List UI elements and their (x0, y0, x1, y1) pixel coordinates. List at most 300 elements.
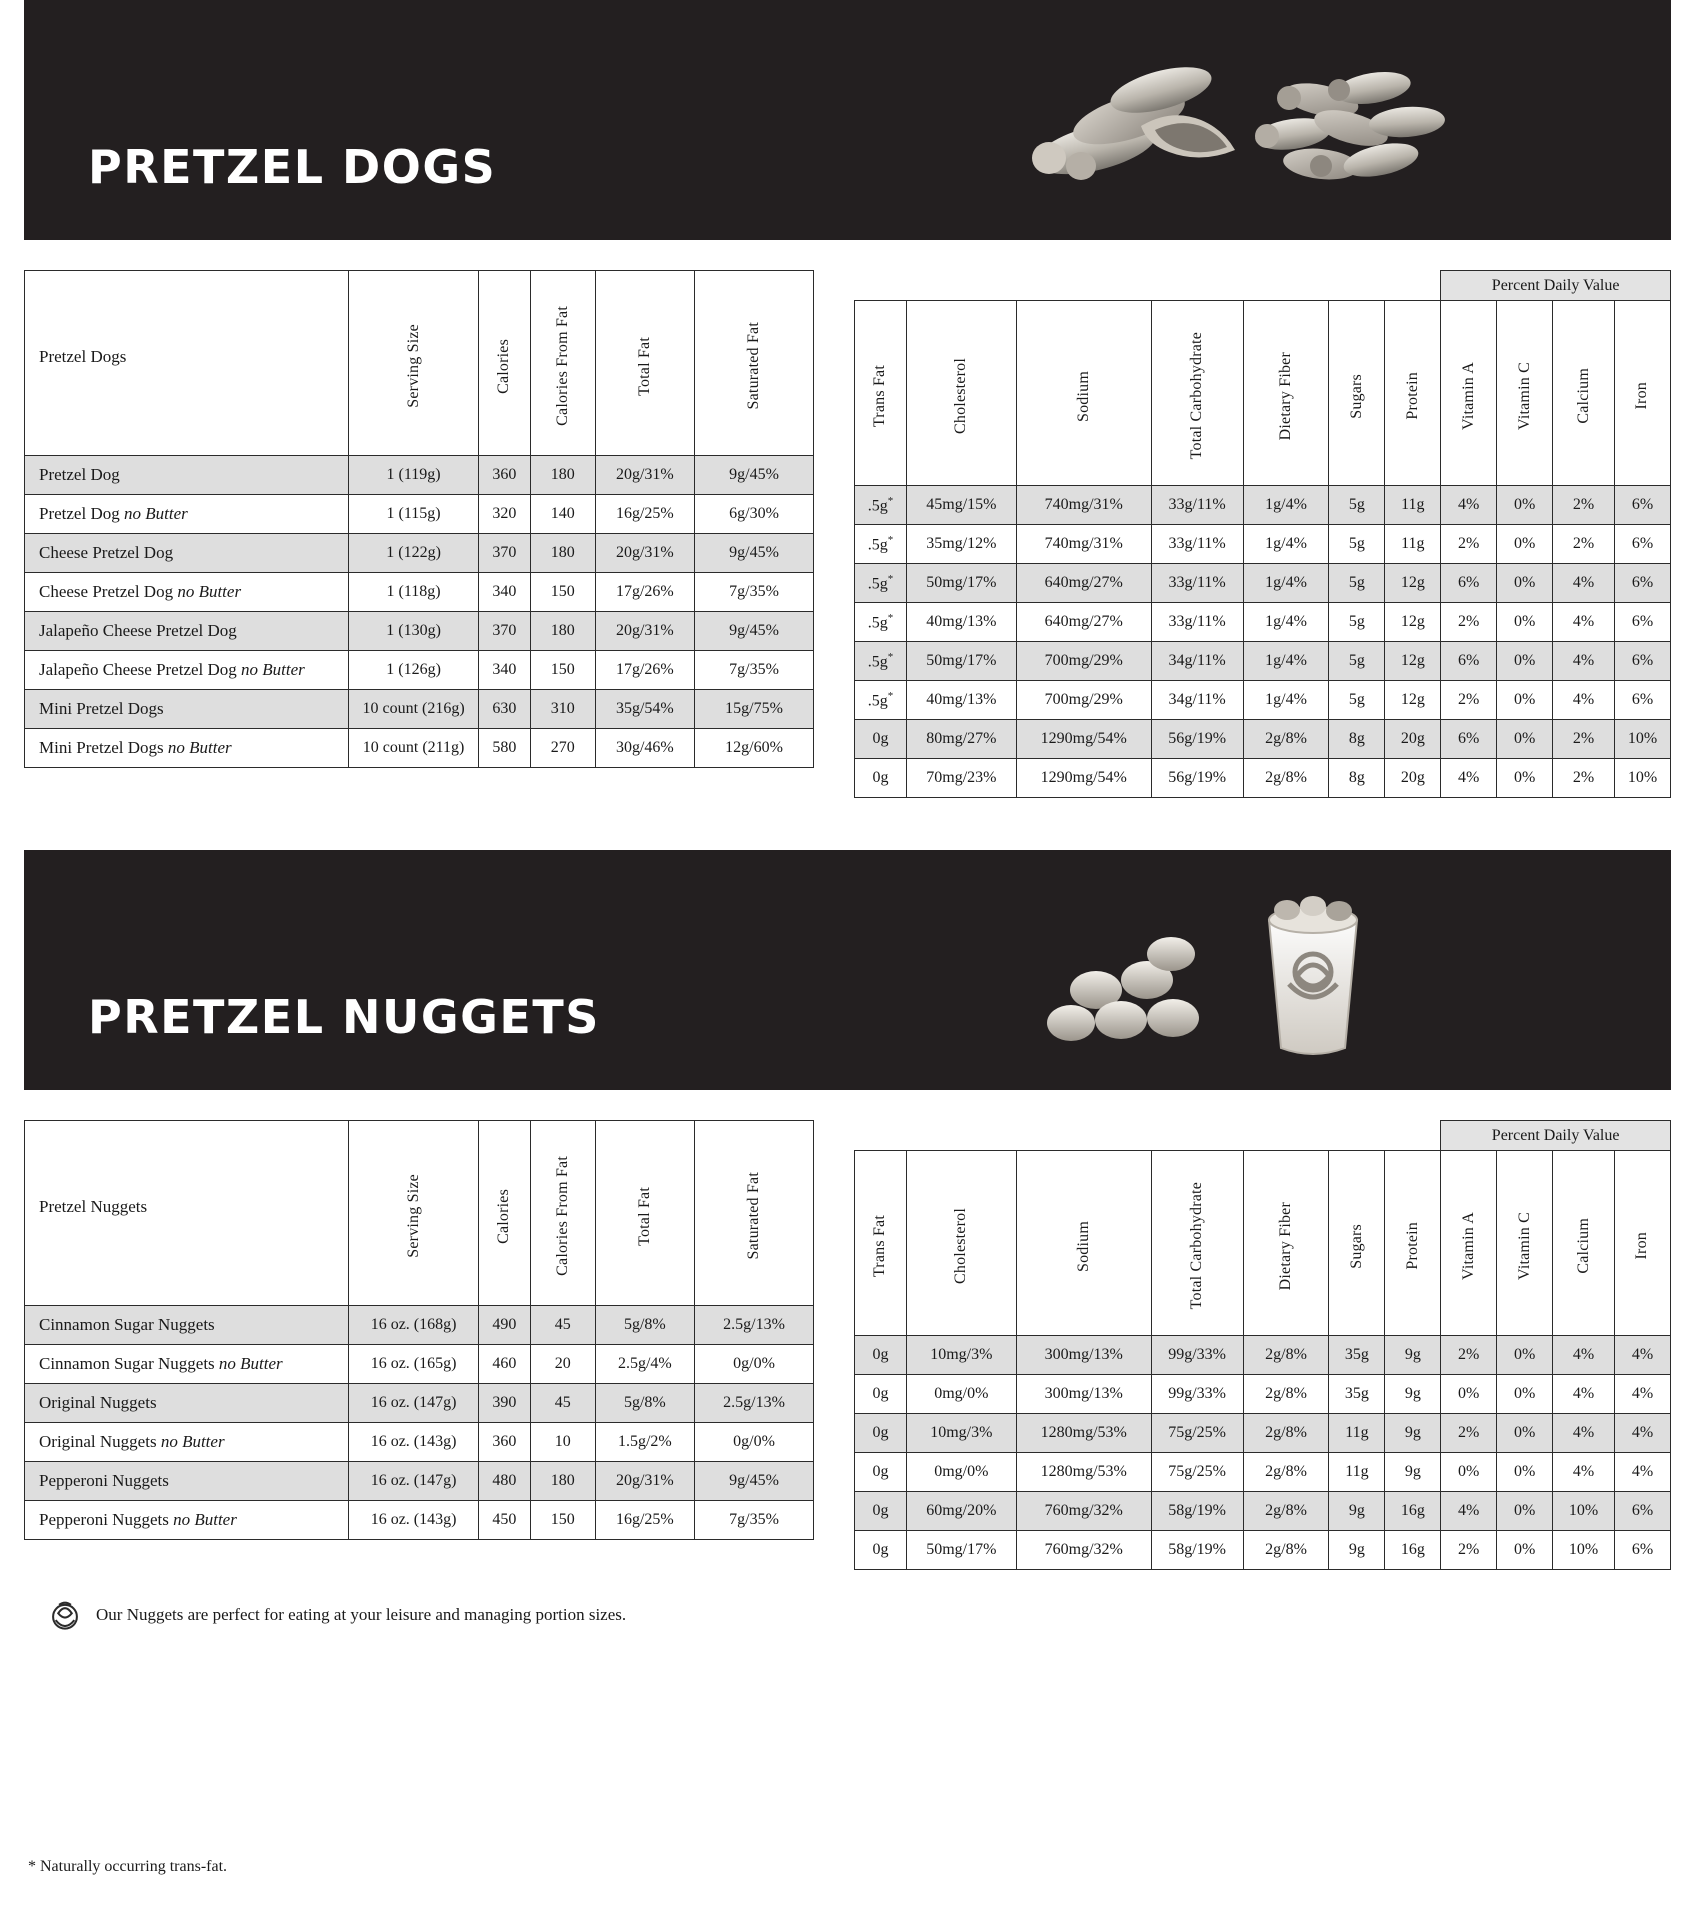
cell-calories-from-fat: 20 (530, 1345, 595, 1384)
cell-total-carbohydrate: 99g/33% (1151, 1336, 1243, 1375)
cell-dietary-fiber: 2g/8% (1243, 1375, 1329, 1414)
cell-vitamin-a: 2% (1441, 603, 1497, 642)
col-header-protein: Protein (1385, 1151, 1441, 1336)
cell-sugars: 5g (1329, 603, 1385, 642)
cell-total-carbohydrate: 34g/11% (1151, 642, 1243, 681)
cell-sugars: 5g (1329, 486, 1385, 525)
cell-sodium: 700mg/29% (1016, 681, 1151, 720)
cell-total-fat: 16g/25% (595, 1501, 694, 1540)
cell-calories-from-fat: 150 (530, 1501, 595, 1540)
cell-sodium: 760mg/32% (1016, 1492, 1151, 1531)
row-item-variant: no Butter (236, 660, 305, 679)
table-row (855, 1414, 1671, 1453)
cell-calories: 490 (478, 1306, 530, 1345)
cell-vitamin-c: 0% (1497, 486, 1553, 525)
cell-protein: 20g (1385, 759, 1441, 798)
cell-calories: 370 (478, 612, 530, 651)
cell-cholesterol: 50mg/17% (906, 642, 1016, 681)
cell-saturated-fat: 9g/45% (695, 456, 814, 495)
cell-calcium: 2% (1553, 525, 1615, 564)
col-header-vitamin-c: Vitamin C (1497, 1151, 1553, 1336)
cell-vitamin-c: 0% (1497, 525, 1553, 564)
cell-total-fat: 35g/54% (595, 690, 694, 729)
cell-calories: 630 (478, 690, 530, 729)
table-row (25, 651, 814, 690)
cell-dietary-fiber: 2g/8% (1243, 1492, 1329, 1531)
tables-row-pretzel-nuggets (0, 1120, 1695, 1570)
cell-total-carbohydrate: 75g/25% (1151, 1453, 1243, 1492)
cell-total-carbohydrate: 33g/11% (1151, 603, 1243, 642)
cell-sodium: 740mg/31% (1016, 486, 1151, 525)
cell-total-fat: 17g/26% (595, 573, 694, 612)
trans-fat-asterisk: * (887, 533, 894, 546)
nutrition-table-dogs-left (24, 270, 814, 768)
table-row (855, 1492, 1671, 1531)
trans-fat-asterisk: * (887, 650, 894, 663)
cell-calcium: 10% (1553, 1492, 1615, 1531)
cell-trans-fat: 0g (855, 1453, 907, 1492)
nutrition-table-dogs-right (854, 270, 1671, 798)
cell-dietary-fiber: 2g/8% (1243, 1531, 1329, 1570)
cell-cholesterol: 40mg/13% (906, 603, 1016, 642)
col-header-item-nuggets: Pretzel Nuggets (25, 1121, 349, 1306)
col-header-saturated-fat: Saturated Fat (695, 271, 814, 456)
cell-calories-from-fat: 310 (530, 690, 595, 729)
cell-protein: 9g (1385, 1375, 1441, 1414)
cell-iron: 6% (1614, 1492, 1670, 1531)
cell-total-fat: 17g/26% (595, 651, 694, 690)
table-row (25, 573, 814, 612)
cell-sugars: 5g (1329, 564, 1385, 603)
cell-trans-fat: .5g* (855, 603, 907, 642)
cell-total-carbohydrate: 33g/11% (1151, 486, 1243, 525)
cell-dietary-fiber: 2g/8% (1243, 1414, 1329, 1453)
cell-protein: 16g (1385, 1492, 1441, 1531)
cell-serving-size: 1 (122g) (349, 534, 479, 573)
cell-calories-from-fat: 45 (530, 1384, 595, 1423)
cell-trans-fat: .5g* (855, 486, 907, 525)
cell-dietary-fiber: 2g/8% (1243, 1453, 1329, 1492)
cell-iron: 6% (1614, 603, 1670, 642)
cell-saturated-fat: 7g/35% (695, 651, 814, 690)
table-row (855, 1531, 1671, 1570)
cell-iron: 6% (1614, 486, 1670, 525)
cell-serving-size: 10 count (216g) (349, 690, 479, 729)
cell-total-fat: 20g/31% (595, 456, 694, 495)
cell-vitamin-c: 0% (1497, 681, 1553, 720)
cell-iron: 6% (1614, 525, 1670, 564)
trans-fat-asterisk: * (887, 572, 894, 585)
cell-sodium: 700mg/29% (1016, 642, 1151, 681)
cell-cholesterol: 50mg/17% (906, 564, 1016, 603)
table-row (25, 534, 814, 573)
cell-sodium: 640mg/27% (1016, 564, 1151, 603)
cell-calories: 450 (478, 1501, 530, 1540)
col-header-calcium: Calcium (1553, 1151, 1615, 1336)
cell-dietary-fiber: 2g/8% (1243, 1336, 1329, 1375)
cell-cholesterol: 50mg/17% (906, 1531, 1016, 1570)
nutrition-table-nuggets-left (24, 1120, 814, 1540)
cell-total-carbohydrate: 58g/19% (1151, 1531, 1243, 1570)
cell-vitamin-a: 0% (1441, 1375, 1497, 1414)
cell-calories: 320 (478, 495, 530, 534)
cell-trans-fat: 0g (855, 720, 907, 759)
table-body-nuggets-right (855, 1336, 1671, 1570)
trans-fat-asterisk: * (887, 494, 894, 507)
cell-serving-size: 16 oz. (165g) (349, 1345, 479, 1384)
col-header-calcium: Calcium (1553, 301, 1615, 486)
cell-calcium: 10% (1553, 1531, 1615, 1570)
cell-iron: 10% (1614, 759, 1670, 798)
col-header-serving-size: Serving Size (349, 1121, 479, 1306)
cell-protein: 12g (1385, 564, 1441, 603)
row-item-name: Jalapeño Cheese Pretzel Dog (25, 612, 349, 651)
col-header-dietary-fiber: Dietary Fiber (1243, 301, 1329, 486)
pretzel-nuggets-photo (1021, 880, 1521, 1060)
cell-sugars: 35g (1329, 1336, 1385, 1375)
col-header-item-dogs: Pretzel Dogs (25, 271, 349, 456)
cell-vitamin-a: 2% (1441, 1414, 1497, 1453)
table-row (855, 1375, 1671, 1414)
percent-daily-value-header-nuggets: Percent Daily Value (1441, 1121, 1671, 1151)
cell-sugars: 8g (1329, 759, 1385, 798)
cell-calories-from-fat: 180 (530, 612, 595, 651)
cell-cholesterol: 60mg/20% (906, 1492, 1016, 1531)
cell-sugars: 9g (1329, 1492, 1385, 1531)
cell-calcium: 4% (1553, 642, 1615, 681)
cell-serving-size: 1 (115g) (349, 495, 479, 534)
cell-cholesterol: 10mg/3% (906, 1414, 1016, 1453)
cell-total-fat: 2.5g/4% (595, 1345, 694, 1384)
cell-calories-from-fat: 150 (530, 651, 595, 690)
row-item-name: Pretzel Dog (25, 456, 349, 495)
cell-saturated-fat: 12g/60% (695, 729, 814, 768)
cell-sodium: 1280mg/53% (1016, 1414, 1151, 1453)
row-item-name: Original Nuggets (25, 1384, 349, 1423)
cell-calcium: 4% (1553, 1414, 1615, 1453)
page-title-pretzel-dogs: PRETZEL DOGS (88, 140, 497, 194)
cell-serving-size: 16 oz. (143g) (349, 1501, 479, 1540)
cell-vitamin-c: 0% (1497, 1453, 1553, 1492)
cell-vitamin-c: 0% (1497, 564, 1553, 603)
cell-vitamin-a: 4% (1441, 759, 1497, 798)
col-header-vitamin-c: Vitamin C (1497, 301, 1553, 486)
table-body-dogs-right (855, 486, 1671, 798)
cell-vitamin-a: 6% (1441, 642, 1497, 681)
cell-calories-from-fat: 180 (530, 534, 595, 573)
section-banner-pretzel-nuggets (24, 850, 1671, 1090)
table-row (25, 729, 814, 768)
row-item-name: Jalapeño Cheese Pretzel Dog no Butter (25, 651, 349, 690)
row-item-name: Pepperoni Nuggets (25, 1462, 349, 1501)
cell-dietary-fiber: 1g/4% (1243, 603, 1329, 642)
cell-saturated-fat: 7g/35% (695, 1501, 814, 1540)
cell-vitamin-a: 2% (1441, 1531, 1497, 1570)
cell-calories-from-fat: 140 (530, 495, 595, 534)
cell-calories: 460 (478, 1345, 530, 1384)
table-row (25, 495, 814, 534)
cell-calories-from-fat: 45 (530, 1306, 595, 1345)
cell-vitamin-c: 0% (1497, 759, 1553, 798)
row-item-variant: no Butter (119, 504, 188, 523)
cell-saturated-fat: 0g/0% (695, 1423, 814, 1462)
cell-vitamin-a: 4% (1441, 1492, 1497, 1531)
cell-cholesterol: 80mg/27% (906, 720, 1016, 759)
cell-protein: 20g (1385, 720, 1441, 759)
cell-calories-from-fat: 180 (530, 1462, 595, 1501)
cell-vitamin-a: 2% (1441, 525, 1497, 564)
cell-calcium: 4% (1553, 681, 1615, 720)
cell-trans-fat: 0g (855, 1336, 907, 1375)
table-row (855, 681, 1671, 720)
tables-row-pretzel-dogs (0, 270, 1695, 798)
section-banner-pretzel-dogs (24, 0, 1671, 240)
cell-sugars: 9g (1329, 1531, 1385, 1570)
cell-calcium: 4% (1553, 1453, 1615, 1492)
cell-saturated-fat: 7g/35% (695, 573, 814, 612)
cell-trans-fat: 0g (855, 1414, 907, 1453)
cell-calories: 580 (478, 729, 530, 768)
col-header-total-fat: Total Fat (595, 1121, 694, 1306)
percent-daily-value-header-dogs: Percent Daily Value (1441, 271, 1671, 301)
cell-iron: 10% (1614, 720, 1670, 759)
cell-sodium: 740mg/31% (1016, 525, 1151, 564)
table-row (855, 759, 1671, 798)
col-header-calories: Calories (478, 271, 530, 456)
cell-calcium: 2% (1553, 759, 1615, 798)
right-table-wrap-nuggets (854, 1120, 1671, 1570)
col-header-trans-fat: Trans Fat (855, 301, 907, 486)
row-item-name: Cinnamon Sugar Nuggets (25, 1306, 349, 1345)
cell-sugars: 35g (1329, 1375, 1385, 1414)
col-header-saturated-fat: Saturated Fat (695, 1121, 814, 1306)
cell-vitamin-c: 0% (1497, 1375, 1553, 1414)
cell-iron: 4% (1614, 1336, 1670, 1375)
cell-serving-size: 1 (118g) (349, 573, 479, 612)
table-row (855, 720, 1671, 759)
cell-trans-fat: 0g (855, 1531, 907, 1570)
col-header-iron: Iron (1614, 1151, 1670, 1336)
cell-serving-size: 16 oz. (147g) (349, 1462, 479, 1501)
trans-fat-asterisk: * (887, 689, 894, 702)
cell-protein: 9g (1385, 1414, 1441, 1453)
cell-calories-from-fat: 180 (530, 456, 595, 495)
cell-dietary-fiber: 2g/8% (1243, 759, 1329, 798)
cell-dietary-fiber: 1g/4% (1243, 525, 1329, 564)
cell-calcium: 4% (1553, 1336, 1615, 1375)
cell-sodium: 1290mg/54% (1016, 720, 1151, 759)
row-item-name: Pepperoni Nuggets no Butter (25, 1501, 349, 1540)
col-header-sugars: Sugars (1329, 301, 1385, 486)
cell-iron: 6% (1614, 642, 1670, 681)
left-table-wrap-dogs (24, 270, 814, 798)
cell-serving-size: 10 count (211g) (349, 729, 479, 768)
cell-trans-fat: 0g (855, 759, 907, 798)
cell-sodium: 300mg/13% (1016, 1336, 1151, 1375)
cell-total-fat: 5g/8% (595, 1306, 694, 1345)
cell-dietary-fiber: 1g/4% (1243, 564, 1329, 603)
cell-total-carbohydrate: 75g/25% (1151, 1414, 1243, 1453)
cell-vitamin-c: 0% (1497, 1531, 1553, 1570)
cell-iron: 4% (1614, 1453, 1670, 1492)
cell-dietary-fiber: 1g/4% (1243, 486, 1329, 525)
cell-saturated-fat: 15g/75% (695, 690, 814, 729)
cell-total-fat: 20g/31% (595, 1462, 694, 1501)
cell-total-fat: 1.5g/2% (595, 1423, 694, 1462)
table-row (25, 1306, 814, 1345)
cell-vitamin-c: 0% (1497, 603, 1553, 642)
row-item-name: Mini Pretzel Dogs no Butter (25, 729, 349, 768)
cell-sodium: 1280mg/53% (1016, 1453, 1151, 1492)
col-header-total-carbohydrate: Total Carbohydrate (1151, 1151, 1243, 1336)
cell-sodium: 760mg/32% (1016, 1531, 1151, 1570)
cell-total-carbohydrate: 56g/19% (1151, 759, 1243, 798)
table-row (25, 612, 814, 651)
cell-total-carbohydrate: 56g/19% (1151, 720, 1243, 759)
footnote-trans-fat: * Naturally occurring trans-fat. (28, 1858, 228, 1875)
col-header-calories-from-fat: Calories From Fat (530, 1121, 595, 1306)
cell-vitamin-a: 6% (1441, 564, 1497, 603)
cell-calcium: 4% (1553, 603, 1615, 642)
row-item-variant: no Butter (156, 1432, 225, 1451)
cell-vitamin-a: 2% (1441, 1336, 1497, 1375)
cell-trans-fat: .5g* (855, 564, 907, 603)
nuggets-note-text: Our Nuggets are perfect for eating at your leisure and managing portion sizes. (96, 1605, 627, 1624)
cell-sugars: 5g (1329, 525, 1385, 564)
cell-vitamin-a: 6% (1441, 720, 1497, 759)
cell-calories: 480 (478, 1462, 530, 1501)
cell-cholesterol: 40mg/13% (906, 681, 1016, 720)
cell-calories: 340 (478, 651, 530, 690)
cell-calcium: 2% (1553, 486, 1615, 525)
col-header-cholesterol: Cholesterol (906, 301, 1016, 486)
table-row (855, 564, 1671, 603)
cell-total-carbohydrate: 58g/19% (1151, 1492, 1243, 1531)
row-item-name: Cheese Pretzel Dog (25, 534, 349, 573)
cell-trans-fat: 0g (855, 1492, 907, 1531)
page-title-pretzel-nuggets: PRETZEL NUGGETS (88, 990, 600, 1044)
cell-sodium: 640mg/27% (1016, 603, 1151, 642)
cell-vitamin-c: 0% (1497, 1414, 1553, 1453)
cell-protein: 12g (1385, 642, 1441, 681)
cell-trans-fat: .5g* (855, 642, 907, 681)
col-header-cholesterol: Cholesterol (906, 1151, 1016, 1336)
cell-saturated-fat: 0g/0% (695, 1345, 814, 1384)
col-header-serving-size: Serving Size (349, 271, 479, 456)
cell-calories-from-fat: 10 (530, 1423, 595, 1462)
cell-calcium: 2% (1553, 720, 1615, 759)
cell-iron: 6% (1614, 681, 1670, 720)
cell-serving-size: 1 (126g) (349, 651, 479, 690)
cell-protein: 11g (1385, 525, 1441, 564)
cell-serving-size: 16 oz. (168g) (349, 1306, 479, 1345)
cell-sodium: 1290mg/54% (1016, 759, 1151, 798)
table-row (855, 642, 1671, 681)
cell-trans-fat: 0g (855, 1375, 907, 1414)
cell-saturated-fat: 9g/45% (695, 612, 814, 651)
col-header-protein: Protein (1385, 301, 1441, 486)
table-row (855, 525, 1671, 564)
col-header-total-fat: Total Fat (595, 271, 694, 456)
row-item-name: Cinnamon Sugar Nuggets no Butter (25, 1345, 349, 1384)
cell-calcium: 4% (1553, 564, 1615, 603)
row-item-name: Original Nuggets no Butter (25, 1423, 349, 1462)
cell-cholesterol: 35mg/12% (906, 525, 1016, 564)
cell-serving-size: 1 (130g) (349, 612, 479, 651)
cell-protein: 16g (1385, 1531, 1441, 1570)
table-row (25, 1501, 814, 1540)
cell-sugars: 11g (1329, 1453, 1385, 1492)
right-table-wrap-dogs (854, 270, 1671, 798)
cell-serving-size: 1 (119g) (349, 456, 479, 495)
cell-vitamin-a: 4% (1441, 486, 1497, 525)
col-header-vitamin-a: Vitamin A (1441, 301, 1497, 486)
pretzel-icon (48, 1596, 82, 1634)
table-row (25, 1345, 814, 1384)
cell-cholesterol: 70mg/23% (906, 759, 1016, 798)
cell-cholesterol: 10mg/3% (906, 1336, 1016, 1375)
row-item-variant: no Butter (163, 738, 232, 757)
table-body-dogs-left (25, 456, 814, 768)
cell-trans-fat: .5g* (855, 525, 907, 564)
nutrition-table-nuggets-right (854, 1120, 1671, 1570)
cell-calories: 340 (478, 573, 530, 612)
cell-sugars: 11g (1329, 1414, 1385, 1453)
cell-saturated-fat: 2.5g/13% (695, 1384, 814, 1423)
cell-iron: 4% (1614, 1414, 1670, 1453)
cell-sugars: 8g (1329, 720, 1385, 759)
cell-vitamin-c: 0% (1497, 720, 1553, 759)
table-row (855, 1453, 1671, 1492)
table-row (25, 1384, 814, 1423)
cell-total-fat: 20g/31% (595, 612, 694, 651)
cell-iron: 4% (1614, 1375, 1670, 1414)
cell-protein: 12g (1385, 603, 1441, 642)
nuggets-note-row (0, 1570, 1695, 1634)
cell-sodium: 300mg/13% (1016, 1375, 1151, 1414)
row-item-name: Pretzel Dog no Butter (25, 495, 349, 534)
row-item-variant: no Butter (173, 582, 242, 601)
cell-total-fat: 5g/8% (595, 1384, 694, 1423)
cell-calories-from-fat: 270 (530, 729, 595, 768)
cell-sugars: 5g (1329, 642, 1385, 681)
row-item-name: Cheese Pretzel Dog no Butter (25, 573, 349, 612)
cell-saturated-fat: 9g/45% (695, 1462, 814, 1501)
cell-total-carbohydrate: 34g/11% (1151, 681, 1243, 720)
col-header-total-carbohydrate: Total Carbohydrate (1151, 301, 1243, 486)
cell-saturated-fat: 9g/45% (695, 534, 814, 573)
cell-cholesterol: 0mg/0% (906, 1375, 1016, 1414)
cell-total-carbohydrate: 33g/11% (1151, 525, 1243, 564)
col-header-calories-from-fat: Calories From Fat (530, 271, 595, 456)
table-row (855, 603, 1671, 642)
pretzel-dogs-photo (1021, 30, 1521, 210)
col-header-iron: Iron (1614, 301, 1670, 486)
cell-total-fat: 20g/31% (595, 534, 694, 573)
cell-total-fat: 30g/46% (595, 729, 694, 768)
cell-dietary-fiber: 2g/8% (1243, 720, 1329, 759)
left-table-wrap-nuggets (24, 1120, 814, 1570)
table-body-nuggets-left (25, 1306, 814, 1540)
col-header-vitamin-a: Vitamin A (1441, 1151, 1497, 1336)
row-item-variant: no Butter (214, 1354, 283, 1373)
cell-vitamin-a: 0% (1441, 1453, 1497, 1492)
cell-protein: 12g (1385, 681, 1441, 720)
cell-trans-fat: .5g* (855, 681, 907, 720)
trans-fat-asterisk: * (887, 611, 894, 624)
cell-protein: 11g (1385, 486, 1441, 525)
col-header-calories: Calories (478, 1121, 530, 1306)
